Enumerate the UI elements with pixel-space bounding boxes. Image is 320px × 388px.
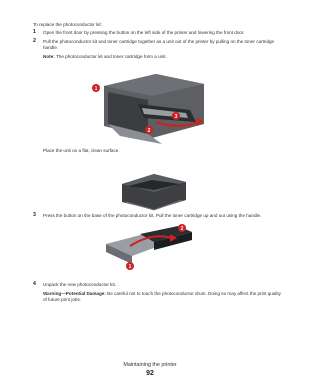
step-3-text: Press the button on the base of the photoconductor kit. Pull the toner cartridge up and out using the handle. bbox=[43, 212, 262, 218]
callout-fig3-1-label: 1 bbox=[128, 264, 132, 270]
intro-text: To replace the photoconductor kit: bbox=[33, 22, 102, 27]
step-1-text: Open the front door by pressing the button on the left side of the printer and lowering the front door. bbox=[43, 29, 245, 35]
kit-on-surface-illustration bbox=[118, 160, 190, 216]
step-3-number: 3 bbox=[33, 212, 36, 218]
step-4-number: 4 bbox=[33, 281, 36, 287]
warning-paragraph bbox=[43, 291, 281, 303]
page-number: 92 bbox=[146, 370, 154, 377]
toner-separation-illustration bbox=[100, 220, 196, 274]
note-label: Note: bbox=[43, 53, 55, 59]
step-2-number: 2 bbox=[33, 38, 36, 44]
step-4-text: Unpack the new photoconductor kit. bbox=[43, 281, 117, 287]
warning-text: Be careful not to touch the photoconductor drum. Doing so may affect the print quality of future print jobs. bbox=[43, 291, 281, 302]
callout-1-label: 1 bbox=[94, 86, 98, 92]
step-1-number: 1 bbox=[33, 29, 36, 35]
callout-fig3-2-label: 2 bbox=[180, 226, 184, 232]
printer-removal-illustration bbox=[86, 66, 216, 144]
footer-section-title: Maintaining the printer bbox=[123, 362, 177, 368]
step-2-note bbox=[43, 54, 275, 60]
callout-3-label: 3 bbox=[174, 114, 178, 120]
place-unit-text: Place the unit on a flat, clean surface. bbox=[43, 148, 120, 153]
note-text: The photoconductor kit and toner cartridge form a unit. bbox=[55, 53, 167, 59]
step-2-text: Pull the photoconductor kit and toner cartridge together as a unit out of the printer by pulling on the toner cartridge handle. bbox=[43, 38, 275, 50]
callout-2-label: 2 bbox=[147, 128, 151, 134]
warning-label: Warning—Potential Damage: bbox=[43, 291, 106, 296]
